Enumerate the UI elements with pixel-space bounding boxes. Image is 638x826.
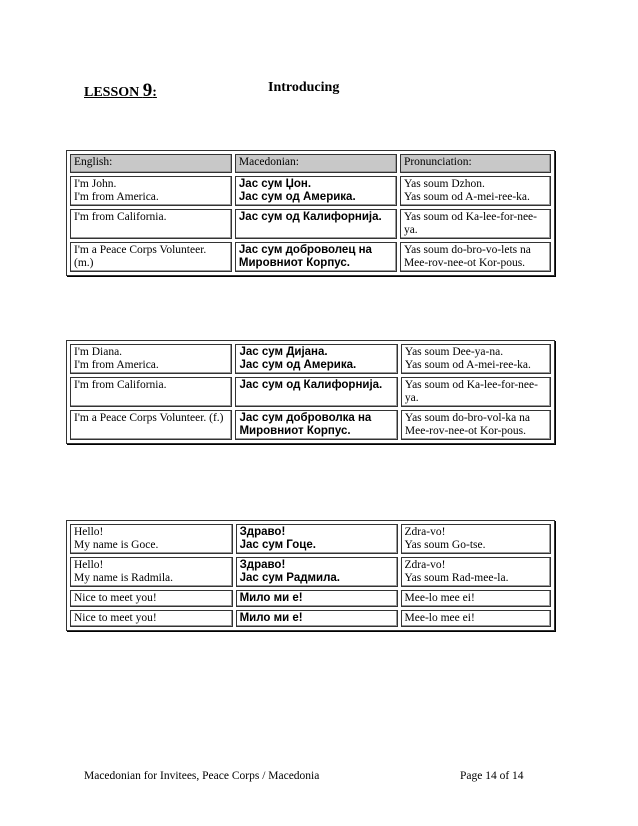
pronunciation-cell-line: Yas soum od Ka-lee-for-nee-ya. [403,211,537,236]
pronunciation-cell-line: Zdra-vo! [404,559,446,571]
english-cell-line: I'm from California. [74,211,167,223]
lesson-label: LESSON [84,85,143,100]
macedonian-cell [235,344,397,374]
pronunciation-cell [401,344,551,374]
column-header: Pronunciation: [400,154,551,173]
macedonian-cell-line: Јас сум Радмила. [239,572,340,584]
macedonian-cell-line: Јас сум Дијана. [239,346,328,358]
macedonian-cell-line: Јас сум доброволец на Мировниот Корпус. [238,244,372,269]
pronunciation-cell [400,176,551,206]
table-row [70,344,551,374]
macedonian-cell [235,410,397,440]
macedonian-cell-line: Мило ми е! [239,592,303,604]
footer-page-number: Page 14 of 14 [460,770,524,782]
macedonian-cell-line: Јас сум доброволка на Мировниот Корпус. [239,412,372,437]
table-row [70,176,551,206]
phrase-table-2 [66,340,555,444]
pronunciation-cell-line: Yas soum od Ka-lee-for-nee-ya. [404,379,538,404]
macedonian-cell-line: Јас сум од Калифорнија. [239,379,383,391]
macedonian-cell-line: Јас сум Џон. [238,178,312,190]
table-row [70,209,551,239]
macedonian-cell-line: Мило ми е! [239,612,303,624]
english-cell [70,410,232,440]
english-cell-line: Hello! [74,526,104,538]
pronunciation-cell-line: Yas soum od A-mei-ree-ka. [403,191,530,203]
pronunciation-cell [400,242,551,272]
pronunciation-cell-line: Yas soum do-bro-vo-lets na Mee-rov-nee-ot Kor-pous. [403,244,531,269]
macedonian-cell [236,524,398,554]
table-row [70,590,551,607]
english-cell-line: I'm from America. [74,359,159,371]
table-row [70,610,551,627]
pronunciation-cell [401,590,551,607]
english-cell-line: Nice to meet you! [74,612,157,624]
english-cell [70,590,233,607]
macedonian-cell-line: Здраво! [239,526,286,538]
table-row [70,524,551,554]
macedonian-cell [235,377,397,407]
lesson-title: Introducing [268,80,340,95]
macedonian-cell-line: Јас сум од Америка. [239,359,357,371]
english-cell [70,242,232,272]
pronunciation-cell-line: Yas soum Dee-ya-na. [404,346,504,358]
macedonian-cell [236,557,398,587]
macedonian-cell-line: Јас сум од Америка. [238,191,356,203]
macedonian-cell [236,590,398,607]
macedonian-cell [235,209,397,239]
lesson-number: 9 [142,80,153,101]
pronunciation-cell [400,209,551,239]
pronunciation-cell [401,377,551,407]
english-cell [70,377,232,407]
macedonian-cell [236,610,398,627]
english-cell-line: Nice to meet you! [74,592,157,604]
pronunciation-cell-line: Mee-lo mee ei! [404,612,475,624]
table-row [70,410,551,440]
english-cell-line: I'm John. [74,178,117,190]
lesson-colon: : [152,85,157,100]
pronunciation-cell-line: Yas soum Go-tse. [404,539,486,551]
english-cell-line: My name is Goce. [74,539,159,551]
column-header: English: [70,154,232,173]
english-cell [70,209,232,239]
table-header-row [70,154,551,173]
english-cell [70,557,233,587]
pronunciation-cell [401,524,551,554]
phrase-table-3 [66,520,555,631]
macedonian-cell-line: Здраво! [239,559,286,571]
english-cell-line: My name is Radmila. [74,572,174,584]
table-row [70,377,551,407]
pronunciation-cell-line: Zdra-vo! [404,526,446,538]
pronunciation-cell [401,610,551,627]
macedonian-cell-line: Јас сум Гоце. [239,539,316,551]
pronunciation-cell-line: Mee-rov-nee-ot Kor-pous. [404,425,527,437]
macedonian-cell-line: Јас сум од Калифорнија. [238,211,382,223]
pronunciation-cell-line: Yas soum Dzhon. [403,178,485,190]
english-cell-line: Hello! [74,559,104,571]
pronunciation-cell-line: Yas soum do-bro-vol-ka na [404,412,530,424]
english-cell [70,610,233,627]
english-cell-line: I'm from California. [74,379,167,391]
english-cell [70,524,233,554]
footer-title: Macedonian for Invitees, Peace Corps / Macedonia [84,770,320,782]
english-cell-line: I'm Diana. [74,346,123,358]
english-cell-line: I'm a Peace Corps Volunteer. (f.) [74,412,224,424]
pronunciation-cell-line: Yas soum Rad-mee-la. [404,572,509,584]
table-row [70,557,551,587]
english-cell-line: I'm a Peace Corps Volunteer. (m.) [74,244,207,269]
pronunciation-cell-line: Yas soum od A-mei-ree-ka. [404,359,531,371]
english-cell-line: I'm from America. [74,191,159,203]
pronunciation-cell [401,557,551,587]
pronunciation-cell-line: Mee-lo mee ei! [404,592,475,604]
english-cell [70,176,232,206]
column-header: Macedonian: [235,154,397,173]
macedonian-cell [235,242,397,272]
lesson-heading [84,80,157,102]
table-row [70,242,551,272]
phrase-table-1 [66,150,555,276]
pronunciation-cell [401,410,551,440]
english-cell [70,344,232,374]
macedonian-cell [235,176,397,206]
